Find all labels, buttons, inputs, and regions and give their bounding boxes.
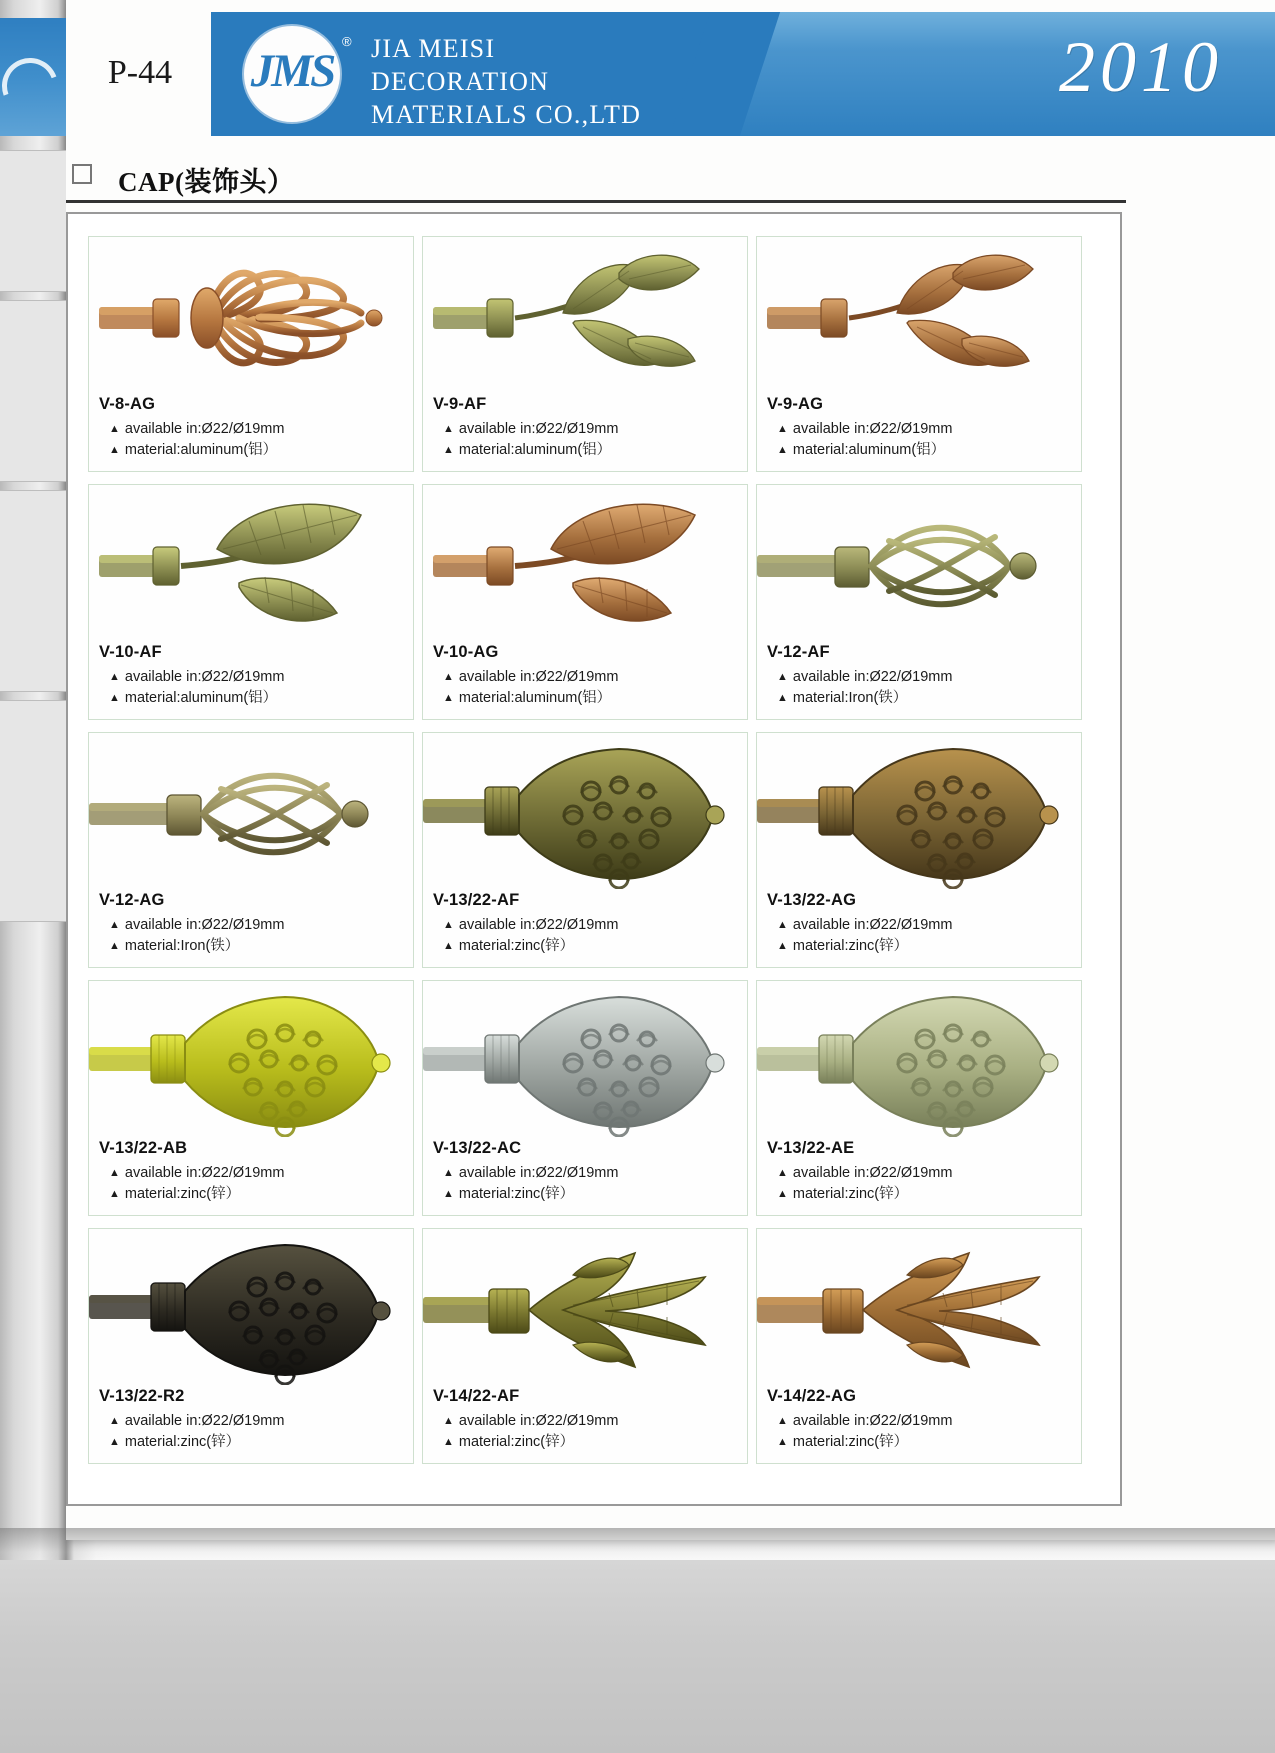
bullet-triangle-icon: ▲ (777, 1415, 788, 1427)
product-image-big-leaf-finial (89, 491, 415, 641)
bullet-triangle-icon: ▲ (443, 423, 454, 435)
product-code: V-13/22-AE (767, 1139, 855, 1157)
product-available (767, 1411, 1073, 1432)
material-text: material:aluminum(铝） (124, 442, 278, 458)
product-labels (433, 395, 739, 461)
material-text: material:zinc(锌） (792, 1186, 909, 1202)
product-labels (99, 643, 405, 709)
product-cell[interactable] (756, 1228, 1082, 1464)
available-text: available in:Ø22/Ø19mm (124, 1165, 285, 1181)
available-text: available in:Ø22/Ø19mm (458, 421, 619, 437)
bullet-triangle-icon: ▲ (777, 692, 788, 704)
product-cell[interactable] (422, 732, 748, 968)
available-text: available in:Ø22/Ø19mm (458, 917, 619, 933)
product-available (767, 667, 1073, 688)
product-cell[interactable] (88, 980, 414, 1216)
product-material (433, 1432, 739, 1453)
product-cell[interactable] (88, 236, 414, 472)
binding-strip (0, 150, 66, 292)
product-cell[interactable] (422, 236, 748, 472)
material-text: material:zinc(锌） (458, 938, 575, 954)
catalog-year: 2010 (1059, 27, 1223, 107)
available-text: available in:Ø22/Ø19mm (458, 1165, 619, 1181)
material-text: material:zinc(锌） (458, 1434, 575, 1450)
product-labels (99, 891, 405, 957)
bullet-triangle-icon: ▲ (777, 671, 788, 683)
product-cell[interactable] (756, 236, 1082, 472)
product-available (99, 1163, 405, 1184)
binding-strip (0, 700, 66, 922)
product-image-filigree-drop (89, 987, 415, 1137)
product-cell[interactable] (422, 484, 748, 720)
product-image-filigree-drop (89, 1235, 415, 1385)
product-material (99, 688, 405, 709)
product-cell[interactable] (422, 1228, 748, 1464)
product-cell[interactable] (88, 1228, 414, 1464)
catalog-header (211, 12, 1275, 136)
product-code: V-13/22-AB (99, 1139, 188, 1157)
product-available (433, 667, 739, 688)
bullet-triangle-icon: ▲ (109, 919, 120, 931)
bullet-triangle-icon: ▲ (443, 940, 454, 952)
product-code: V-14/22-AF (433, 1387, 520, 1405)
product-image-filigree-drop (423, 987, 749, 1137)
product-material (767, 936, 1073, 957)
product-labels (99, 1139, 405, 1205)
product-labels (433, 1139, 739, 1205)
product-image-filigree-drop (757, 739, 1083, 889)
product-material (767, 1184, 1073, 1205)
bullet-triangle-icon: ▲ (109, 444, 120, 456)
product-available (99, 915, 405, 936)
binding-strip (0, 490, 66, 692)
material-text: material:Iron(铁） (124, 938, 240, 954)
bullet-triangle-icon: ▲ (443, 919, 454, 931)
product-available (767, 419, 1073, 440)
available-text: available in:Ø22/Ø19mm (792, 1413, 953, 1429)
brand-line-3: MATERIALS CO.,LTD (371, 100, 642, 129)
product-code: V-13/22-AF (433, 891, 520, 909)
available-text: available in:Ø22/Ø19mm (792, 1165, 953, 1181)
product-code: V-9-AG (767, 395, 824, 413)
product-material (767, 688, 1073, 709)
available-text: available in:Ø22/Ø19mm (458, 669, 619, 685)
available-text: available in:Ø22/Ø19mm (792, 669, 953, 685)
product-image-crown-finial (89, 243, 415, 393)
product-image-cage-finial (89, 739, 415, 889)
product-available (99, 419, 405, 440)
product-code: V-8-AG (99, 395, 156, 413)
corner-mark-icon (72, 164, 92, 184)
product-cell[interactable] (422, 980, 748, 1216)
bullet-triangle-icon: ▲ (443, 444, 454, 456)
product-image-fleur-finial (423, 1235, 749, 1385)
bullet-triangle-icon: ▲ (109, 671, 120, 683)
available-text: available in:Ø22/Ø19mm (124, 421, 285, 437)
blue-index-tab (0, 18, 66, 136)
logo-text: JMS (250, 45, 334, 97)
bullet-triangle-icon: ▲ (443, 671, 454, 683)
bullet-triangle-icon: ▲ (777, 444, 788, 456)
bullet-triangle-icon: ▲ (109, 940, 120, 952)
product-code: V-10-AF (99, 643, 162, 661)
product-material (433, 688, 739, 709)
product-available (99, 667, 405, 688)
bullet-triangle-icon: ▲ (443, 1188, 454, 1200)
registered-mark: ® (342, 34, 352, 49)
bullet-triangle-icon: ▲ (443, 1167, 454, 1179)
product-labels (767, 643, 1073, 709)
product-material (433, 936, 739, 957)
product-available (433, 915, 739, 936)
binding-strip (0, 300, 66, 482)
bullet-triangle-icon: ▲ (443, 1415, 454, 1427)
product-material (767, 1432, 1073, 1453)
bullet-triangle-icon: ▲ (777, 940, 788, 952)
title-divider (66, 200, 1126, 203)
product-cell[interactable] (756, 980, 1082, 1216)
bullet-triangle-icon: ▲ (443, 1436, 454, 1448)
material-text: material:zinc(锌） (792, 938, 909, 954)
material-text: material:zinc(锌） (124, 1186, 241, 1202)
product-material (99, 440, 405, 461)
product-code: V-12-AF (767, 643, 830, 661)
product-labels (767, 1139, 1073, 1205)
product-material (99, 1432, 405, 1453)
product-material (433, 1184, 739, 1205)
product-image-big-leaf-finial (423, 491, 749, 641)
product-image-cage-finial (757, 491, 1083, 641)
material-text: material:aluminum(铝） (124, 690, 278, 706)
material-text: material:zinc(锌） (458, 1186, 575, 1202)
available-text: available in:Ø22/Ø19mm (124, 1413, 285, 1429)
available-text: available in:Ø22/Ø19mm (124, 917, 285, 933)
product-image-twin-leaf-finial (757, 243, 1083, 393)
bullet-triangle-icon: ▲ (109, 1415, 120, 1427)
product-code: V-10-AG (433, 643, 499, 661)
material-text: material:zinc(锌） (792, 1434, 909, 1450)
bullet-triangle-icon: ▲ (109, 1188, 120, 1200)
product-available (767, 1163, 1073, 1184)
product-material (99, 936, 405, 957)
available-text: available in:Ø22/Ø19mm (792, 421, 953, 437)
product-code: V-13/22-AG (767, 891, 857, 909)
product-image-filigree-drop (757, 987, 1083, 1137)
material-text: material:aluminum(铝） (458, 690, 612, 706)
swirl-decoration-icon (0, 49, 67, 123)
product-image-filigree-drop (423, 739, 749, 889)
bullet-triangle-icon: ▲ (777, 1436, 788, 1448)
product-labels (433, 891, 739, 957)
product-labels (767, 891, 1073, 957)
bullet-triangle-icon: ▲ (777, 1188, 788, 1200)
product-available (767, 915, 1073, 936)
product-code: V-9-AF (433, 395, 487, 413)
bullet-triangle-icon: ▲ (777, 1167, 788, 1179)
product-code: V-13/22-R2 (99, 1387, 185, 1405)
available-text: available in:Ø22/Ø19mm (458, 1413, 619, 1429)
product-labels (433, 1387, 739, 1453)
material-text: material:zinc(锌） (124, 1434, 241, 1450)
brand-name (371, 32, 641, 131)
product-material (767, 440, 1073, 461)
product-cell[interactable] (756, 732, 1082, 968)
product-code: V-14/22-AG (767, 1387, 857, 1405)
material-text: material:Iron(铁） (792, 690, 908, 706)
product-available (433, 419, 739, 440)
page-number: P-44 (107, 54, 173, 91)
product-image-twin-leaf-finial (423, 243, 749, 393)
company-logo (244, 26, 340, 122)
brand-line-2: DECORATION (371, 67, 550, 96)
product-available (99, 1411, 405, 1432)
brand-line-1: JIA MEISI (371, 34, 496, 63)
material-text: material:aluminum(铝） (792, 442, 946, 458)
bullet-triangle-icon: ▲ (109, 423, 120, 435)
product-available (433, 1411, 739, 1432)
material-text: material:aluminum(铝） (458, 442, 612, 458)
product-code: V-13/22-AC (433, 1139, 522, 1157)
bullet-triangle-icon: ▲ (443, 692, 454, 704)
bullet-triangle-icon: ▲ (109, 1167, 120, 1179)
product-labels (767, 1387, 1073, 1453)
product-code: V-12-AG (99, 891, 165, 909)
product-available (433, 1163, 739, 1184)
bullet-triangle-icon: ▲ (109, 1436, 120, 1448)
bullet-triangle-icon: ▲ (109, 692, 120, 704)
product-image-fleur-finial (757, 1235, 1083, 1385)
product-cell[interactable] (756, 484, 1082, 720)
scan-bottom-area (0, 1560, 1275, 1753)
product-cell[interactable] (88, 484, 414, 720)
product-labels (99, 1387, 405, 1453)
product-material (433, 440, 739, 461)
product-grid (88, 236, 1088, 1476)
product-material (99, 1184, 405, 1205)
bullet-triangle-icon: ▲ (777, 919, 788, 931)
available-text: available in:Ø22/Ø19mm (124, 669, 285, 685)
product-labels (99, 395, 405, 461)
section-title: CAP(装饰头） (118, 167, 295, 197)
product-labels (433, 643, 739, 709)
bullet-triangle-icon: ▲ (777, 423, 788, 435)
product-labels (767, 395, 1073, 461)
available-text: available in:Ø22/Ø19mm (792, 917, 953, 933)
product-cell[interactable] (88, 732, 414, 968)
